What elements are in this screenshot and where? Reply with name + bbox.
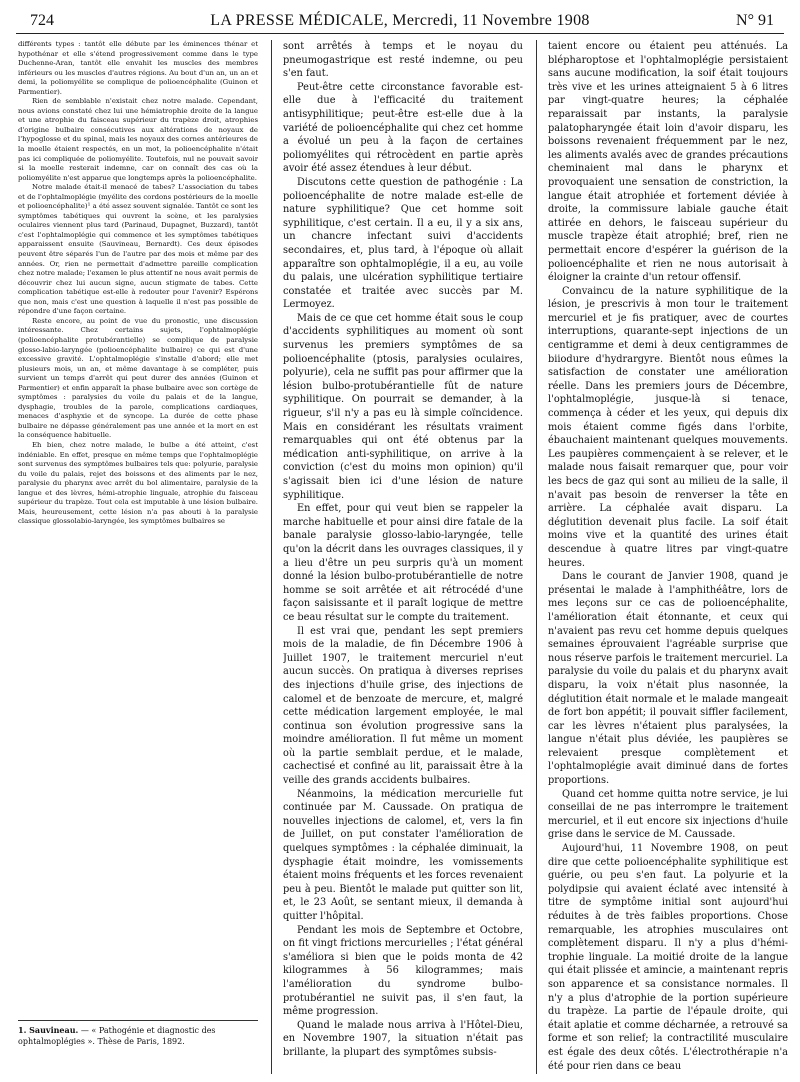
footnote-text: — « Pathogénie et diagnostic des ophtalmoplégies ». Thèse de Paris, 1892.: [18, 1026, 216, 1046]
paragraph: Aujourd'hui, 11 Novembre 1908, on peut dire que cette polioencéphalite syphilitique est guérie, ou peu s'en faut. La polyurie et la polydipsie qui avaient éclaté avec intensité à titre de symptôme initial sont aujourd'hui réduites à de très faibles proportions. Chose remarquable, les atrophies musculaires ont complètement disparu. Il n'y a plus d'hémi-trophie linguale. La moitié droite de la langue qui était plissée et amincie, a maintenant repris son apparence et sa consistance normales. Il n'y a plus d'atrophie de la portion supérieure du trapèze. La partie de l'épaule droite, qui était aplatie et comme décharnée, a retrouvé sa forme et son relief; la contractilité musculaire est égale des deux côtés. L'électrothérapie n'a été pour rien dans ce beau: [548, 843, 788, 1072]
paragraph: Rien de semblable n'existait chez notre malade. Cependant, nous avions constaté chez lui une hémiatrophie droite de la langue et une atrophie du faisceau supérieur du trapèze droit, atrophies d'origine bulbaire consécutives aux altérations de noyaux de l'hypoglosse et du spinal, mais les noyaux des cornes antérieures de la moelle étaient respectés, en un mot, la polioencéphalite n'était pas ici compliquée de poliomyélite. Toutefois, nul ne pouvait savoir si la moelle resterait indemne, car on connaît des cas où la poliomyélite n'est apparue que longtemps après la polioencéphalite.: [18, 97, 258, 182]
paragraph: Eh bien, chez notre malade, le bulbe a été atteint, c'est indéniable. En effet, presque en même temps que l'ophtalmoplégie sont survenus des symptômes bulbaires tels que: polyurie, paralysie du voile du palais, rejet des boissons et des aliments par le nez, paralysie du pharynx avec arrêt du bol alimentaire, paralysie de la langue et des lèvres, hémi-atrophie linguale, atrophie du faisceau supérieur du trapèze. Tout cela est imputable à une lésion bulbaire. Mais, heureusement, cette lésion n'a pas abouti à la paralysie classique glossolabio-laryngée, les symptômes bulbaires se: [18, 440, 258, 526]
column-3: [548, 40, 788, 1076]
paragraph: En effet, pour qui veut bien se rappeler la marche habituelle et pour ainsi dire fatale de la banale paralysie glosso-labio-laryngée, telle qu'on la décrit dans les ouvrages classiques, il y a lieu d'être un peu surpris qu'à un moment donné la lésion bulbo-protubérantielle de notre homme se soit arrêtée et ait rétrocédé d'une façon saisissante et il paraît logique de mettre ce beau résultat sur le compte du traitement.: [283, 503, 523, 623]
paragraph: Discutons cette question de pathogénie : La polioencéphalite de notre malade est-elle de nature syphilitique? Que cet homme soit syphilitique, c'est certain. Il a eu, il y a six ans, un chancre infectant suivi d'accidents secondaires, et, plus tard, à l'époque où allait apparaître son ophtalmoplégie, il a eu, au voile du palais, une ulcération syphilitique tertiaire constatée et traitée avec succès par M. Lermoyez.: [283, 176, 523, 311]
footnote: [18, 1020, 258, 1047]
paragraph: Pendant les mois de Septembre et Octobre, on fit vingt frictions mercurielles ; l'état général s'améliora si bien que le poids monta de 42 kilogrammes à 56 kilogrammes; mais l'amélioration du syndrome bulbo-protubérantiel ne suivit pas, il s'en faut, la même progression.: [283, 924, 523, 1018]
column-1: [18, 40, 258, 1014]
paragraph: Peut-être cette circonstance favorable est-elle due à l'efficacité du traitement antisyphilitique; peut-être est-elle due à la variété de polioencéphalite qui chez cet homme a évolué un peu à la façon de certaines poliomyélites qui rétrocèdent en partie après avoir été assez étendues à leur début.: [283, 81, 523, 175]
column-2: [283, 40, 523, 1076]
column-divider: [271, 40, 272, 1074]
paragraph: Mais de ce que cet homme était sous le coup d'accidents syphilitiques au moment où sont survenus les premiers symptômes de sa polioencéphalite (ptosis, paralysies oculaires, polyurie), cela ne suffit pas pour affirmer que la lésion bulbo-protubérantielle fût de nature syphilitique. On pourrait se demander, à la rigueur, s'il n'y a pas eu là simple coïncidence. Mais en considérant les résultats vraiment remarquables qui ont été obtenus par la médication anti-syphilitique, on arrive à la conviction (c'est du moins mon opinion) qu'il s'agissait bien ici d'une lésion de nature syphilitique.: [283, 312, 523, 501]
issue-number: N° 91: [736, 12, 774, 29]
paragraph: sont arrêtés à temps et le noyau du pneumogastrique est resté indemne, ou peu s'en faut.: [283, 41, 523, 80]
paragraph: Quand le malade nous arriva à l'Hôtel-Dieu, en Novembre 1907, la situation n'était pas brillante, la plupart des symptômes subsis-: [283, 1019, 523, 1058]
paragraph: Quand cet homme quitta notre service, je lui conseillai de ne pas interrompre le traitement mercuriel, et il eut encore six injections d'huile grise dans le service de M. Caussade.: [548, 788, 788, 841]
paragraph: Reste encore, au point de vue du pronostic, une discussion intéressante. Chez certains sujets, l'ophtalmoplégie (polioencéphalite protubérantielle) se complique de paralysie glosso-labio-laryngée (polioencéphalite bulbaire) ce qui est d'une excessive gravité. L'ophtalmoplégie s'installe d'abord; elle met plusieurs mois, un an, et même davantage à se compléter, puis survient un temps d'arrêt qui peut durer des années (Guinon et Parmentier) et enfin apparaît la phase bulbaire avec son cortège de symptômes : paralysies du voile du palais et de la langue, dysphagie, troubles de la parole, complications cardiaques, menaces d'asphyxie et de syncope. La durée de cette phase bulbaire ne dépasse généralement pas une année et la mort en est la conséquence habituelle.: [18, 316, 258, 440]
paragraph: Convaincu de la nature syphilitique de la lésion, je prescrivis à mon tour le traitement mercuriel et je fis pratiquer, avec de courtes interruptions, quarante-sept injections de un centigramme et demi à deux centigrammes de biiodure d'hydrargyre. Bientôt nous eûmes la satisfaction de constater une amélioration réelle. Dans les premiers jours de Décembre, l'ophtalmoplégie, jusque-là si tenace, commença à céder et les yeux, qui depuis dix mois étaient comme figés dans l'orbite, ébauchaient maintenant quelques mouvements. Les paupières commençaient à se relever, et le malade nous faisait remarquer que, pour voir les becs de gaz qui sont au milieu de la salle, il n'avait pas besoin de renverser la tête en arrière. La céphalée avait disparu. La déglutition devenait plus facile. La soif était moins vive et la quantité des urines était descendue à quatre litres par vingt-quatre heures.: [548, 285, 788, 569]
paragraph: Notre malade était-il menacé de tabes? L'association du tabes et de l'ophtalmoplégie (myélite des cordons postérieurs de la moelle et polioencéphalite)¹ a été assez souvent signalée. Tantôt ce sont les symptômes tabétiques qui ouvrent la scène, et les paralysies oculaires viennent plus tard (Parinaud, Dupagnet, Buzzard), tantôt c'est l'ophtalmoplégie qui commence et les symptômes tabétiques apparaissent ensuite (Sauvineau, Bernardt). Ces deux épisodes peuvent être séparés l'un de l'autre par des mois et même par des années. Or, rien ne permettait d'admettre pareille complication chez notre malade; l'examen le plus attentif ne nous avait permis de découvrir chez lui aucun signe, aucun stigmate de tabes. Cette complication tabétique est-elle à redouter pour l'avenir? Espérons que non, mais c'est une question à laquelle il n'est pas possible de répondre d'une façon certaine.: [18, 183, 258, 316]
paragraph: taient encore ou étaient peu atténués. La blépharoptose et l'ophtalmoplégie persistaient sans aucune modification, la soif était toujours très vive et les urines atteignaient 5 à 6 litres par vingt-quatre heures; la céphalée reparaissait par instants, la paralysie palatopharyngée était loin d'avoir disparu, les boissons revenaient fréquemment par le nez, les aliments avalés avec de grandes précautions cheminaient mal dans le pharynx et provoquaient une sensation de constriction, la langue était atrophiée et fortement déviée à droite, la commissure labiale gauche était attirée en dehors, le faisceau supérieur du muscle trapèze était atrophié; bref, rien ne permettait encore d'espérer la guérison de la polioencéphalite et rien ne nous autorisait à éloigner la crainte d'un retour offensif.: [548, 41, 788, 284]
paragraph: Néanmoins, la médication mercurielle fut continuée par M. Caussade. On pratiqua de nouvelles injections de calomel, et, vers la fin de Juillet, on put constater l'amélioration de quelques symptômes : la céphalée diminuait, la dysphagie était moindre, les vomissements étaient moins fréquents et les forces revenaient peu à peu. Bientôt le malade put quitter son lit, et, le 23 Août, se sentant mieux, il demanda à quitter l'hôpital.: [283, 788, 523, 922]
paragraph: Dans le courant de Janvier 1908, quand je présentai le malade à l'amphithéâtre, lors de mes leçons sur ce cas de polioencéphalite, l'amélioration était étonnante, et ceux qui n'avaient pas revu cet homme depuis quelques semaines éprouvaient l'agréable surprise que nous réserve parfois le traitement mercuriel. La paralysie du voile du palais et du pharynx avait disparu, la voix n'était plus nasonnée, la déglutition était normale et le malade mangeait de fort bon appétit; il pouvait siffler facilement, car les lèvres n'étaient plus paralysées, la langue n'était plus déviée, les paupières se relevaient presque complètement et l'ophtalmoplégie avait diminué dans de fortes proportions.: [548, 571, 788, 787]
column-divider: [536, 40, 537, 1074]
page-title: LA PRESSE MÉDICALE, Mercredi, 11 Novembre 1908: [210, 12, 590, 29]
paragraph: Il est vrai que, pendant les sept premiers mois de la maladie, de fin Décembre 1906 à Juillet 1907, le traitement mercuriel n'eut aucun succès. On pratiqua à diverses reprises des injections d'huile grise, des injections de calomel et de benzoate de mercure, et, malgré cette médication largement employée, le mal continua son évolution progressive sans la moindre amélioration. Il fut même un moment où la partie semblait perdue, et le malade, cachectisé et confiné au lit, paraissait être à la veille des grands accidents bulbaires.: [283, 625, 523, 787]
page-header: [16, 11, 784, 34]
page-number: 724: [30, 12, 54, 29]
footnote-mark: 1. Sauvineau.: [18, 1025, 79, 1035]
paragraph: différents types : tantôt elle débute par les éminences thénar et hypothénar et elle s'étend progressivement comme dans le type Duchenne-Aran, tantôt elle envahit les muscles des membres inférieurs ou les muscles d'autres régions. Au bout d'un an, un an et demi, la poliomyélite se complique de polioencéphalite (Guinon et Parmentier).: [18, 40, 258, 96]
